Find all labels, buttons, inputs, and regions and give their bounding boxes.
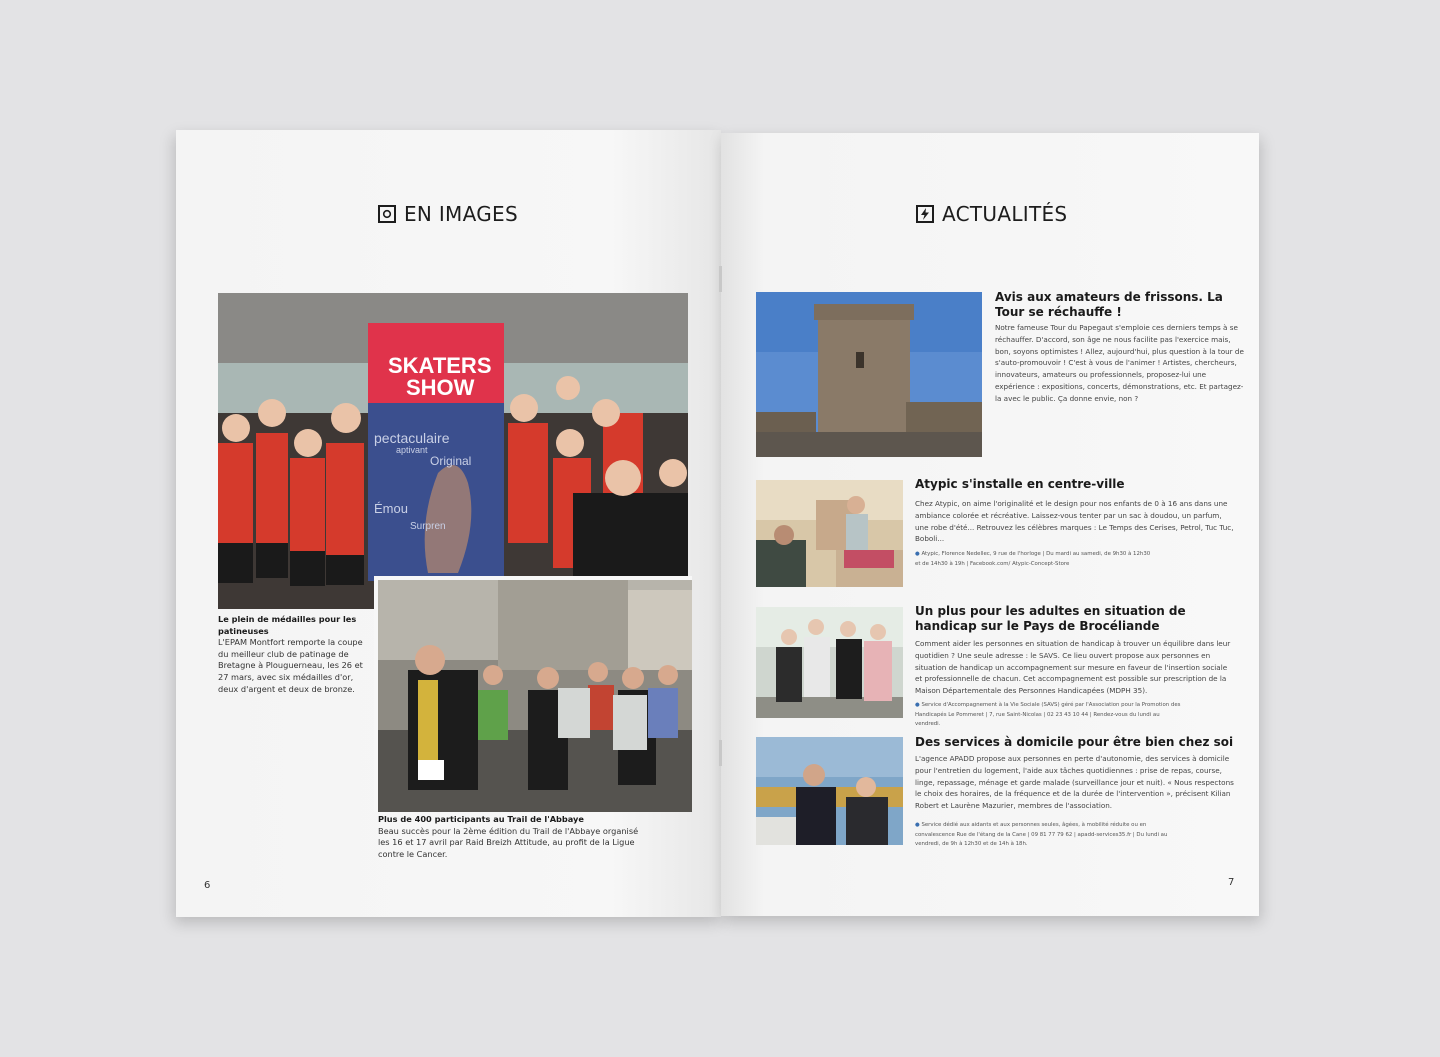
article-title-atypic: Atypic s'installe en centre-ville [915, 477, 1125, 491]
left-page [176, 130, 721, 917]
article-info-services-text: Service dédié aux aidants et aux personnes seules, âgées, à mobilité réduite ou en convalescence Rue de l'étang de la Cane | 09 81 77 79 62 | apadd-services35.fr | Du lundi au vendredi, de 9h à 12h30 et de 14h à 18h. [915, 822, 1168, 848]
banner-word5: Surpren [410, 521, 446, 532]
article-body-handicap: Comment aider les personnes en situation de handicap à trouver un équilibre dans leur quotidien ? Une seule adresse : le SAVS. Ce lieu ouvert propose aux personnes en situation de handicap un accompagnement sur mesure en faveur de l'insertion sociale et professionnelle de chacun. Cet accompagnement est possible sur prescription de la Maison Départementale des Personnes Handicapées (MDPH 35). [915, 639, 1231, 696]
section-title-label: EN IMAGES [404, 202, 518, 226]
section-title-actualites [916, 202, 1067, 226]
banner-word1: pectaculaire [374, 430, 450, 446]
article-info-atypic-text: Atypic, Florence Nedellec, 9 rue de l'horloge | Du mardi au samedi, de 9h30 à 12h30 et de 14h30 à 19h | Facebook.com/ Atypic-Concept-Store [915, 551, 1151, 567]
staple-top [719, 266, 722, 292]
handicap-photo [756, 607, 903, 718]
article-body-services: L'agence APADD propose aux personnes en perte d'autonomie, des services à domicile pour l'entretien du logement, l'aide aux tâches quotidiennes : prise de repas, course, linge, repassage, ménage et garde malade (surveillance jour et nuit). « Nous respectons le choix des horaires, de la fréquence et de la durée de l'intervention », précisent Kilian Robert et Laurène Mazurier, membres de l'association. [915, 754, 1234, 811]
article-info-handicap-text: Service d'Accompagnement à la Vie Sociale (SAVS) géré par l'Association pour la Promotion des Handicapés Le Pommeret | 7, rue Saint-Nicolas | 02 23 43 10 44 | Rendez-vous du lundi au vendredi. [915, 702, 1181, 728]
page-number-right: 7 [1228, 877, 1235, 888]
info-bullet-icon: ● [915, 551, 920, 557]
skaters-photo [218, 293, 688, 609]
caption-skaters [218, 614, 366, 695]
banner-brand-top: SKATERS [388, 353, 492, 378]
article-title-tower: Avis aux amateurs de frissons. La Tour se réchauffe ! [995, 290, 1223, 319]
caption-trail-title: Plus de 400 participants au Trail de l'Abbaye [378, 814, 584, 824]
services-photo [756, 737, 903, 845]
caption-trail [378, 814, 646, 860]
article-body-tower: Notre fameuse Tour du Papegaut s'emploie ces derniers temps à se réchauffer. D'accord, son âge ne nous facilite pas l'exercice mais, bon, soyons optimistes ! Allez, aujourd'hui, plus question à la tour de s'auto-promouvoir ! C'est à vous de l'animer ! Artistes, chercheurs, innovateurs, amateurs ou professionnels, proposez-lui une expérience : expositions, concerts, démonstrations, etc. Et partagez-la avec le public. Ça donne envie, non ? [995, 323, 1244, 403]
article-title-handicap: Un plus pour les adultes en situation de handicap sur le Pays de Brocéliande [915, 604, 1186, 633]
section-title-label: ACTUALITÉS [942, 202, 1068, 226]
banner-brand-bottom: SHOW [406, 375, 475, 400]
info-bullet-icon: ● [915, 702, 920, 708]
lightning-icon [916, 205, 934, 223]
banner-word2: aptivant [396, 445, 428, 455]
right-page [721, 133, 1259, 916]
article-info-services [915, 821, 1185, 850]
article-info-atypic [915, 550, 1155, 569]
info-bullet-icon: ● [915, 822, 920, 828]
article-info-handicap [915, 701, 1185, 730]
caption-skaters-title: Le plein de médailles pour les patineuses [218, 614, 357, 636]
camera-icon [378, 205, 396, 223]
banner-word4: Émou [374, 501, 408, 516]
caption-skaters-body: L'EPAM Montfort remporte la coupe du meilleur club de patinage de Bretagne à Plouguerneau, les 26 et 27 mars, avec six médailles d'or, deux d'argent et deux de bronze. [218, 637, 363, 694]
caption-trail-body: Beau succès pour la 2ème édition du Trail de l'Abbaye organisé les 16 et 17 avril par Raid Breizh Attitude, au profit de la Ligue contre le Cancer. [378, 825, 639, 859]
banner-word3: Original [430, 454, 472, 468]
trail-photo [374, 576, 692, 812]
article-body-atypic: Chez Atypic, on aime l'originalité et le design pour nos enfants de 0 à 16 ans dans une ambiance colorée et récréative. Laissez-vous tenter par un sac à doudou, un parfum, une robe d'été... Retrouvez les célèbres marques : Le Temps des Cerises, Petrol, Tuc Tuc, Boboli... [915, 499, 1234, 544]
page-number-left: 6 [204, 880, 211, 891]
tower-photo [756, 292, 982, 457]
staple-bottom [719, 740, 722, 766]
atypic-photo [756, 480, 903, 587]
section-title-en-images [378, 202, 518, 226]
article-title-services: Des services à domicile pour être bien chez soi [915, 735, 1234, 749]
